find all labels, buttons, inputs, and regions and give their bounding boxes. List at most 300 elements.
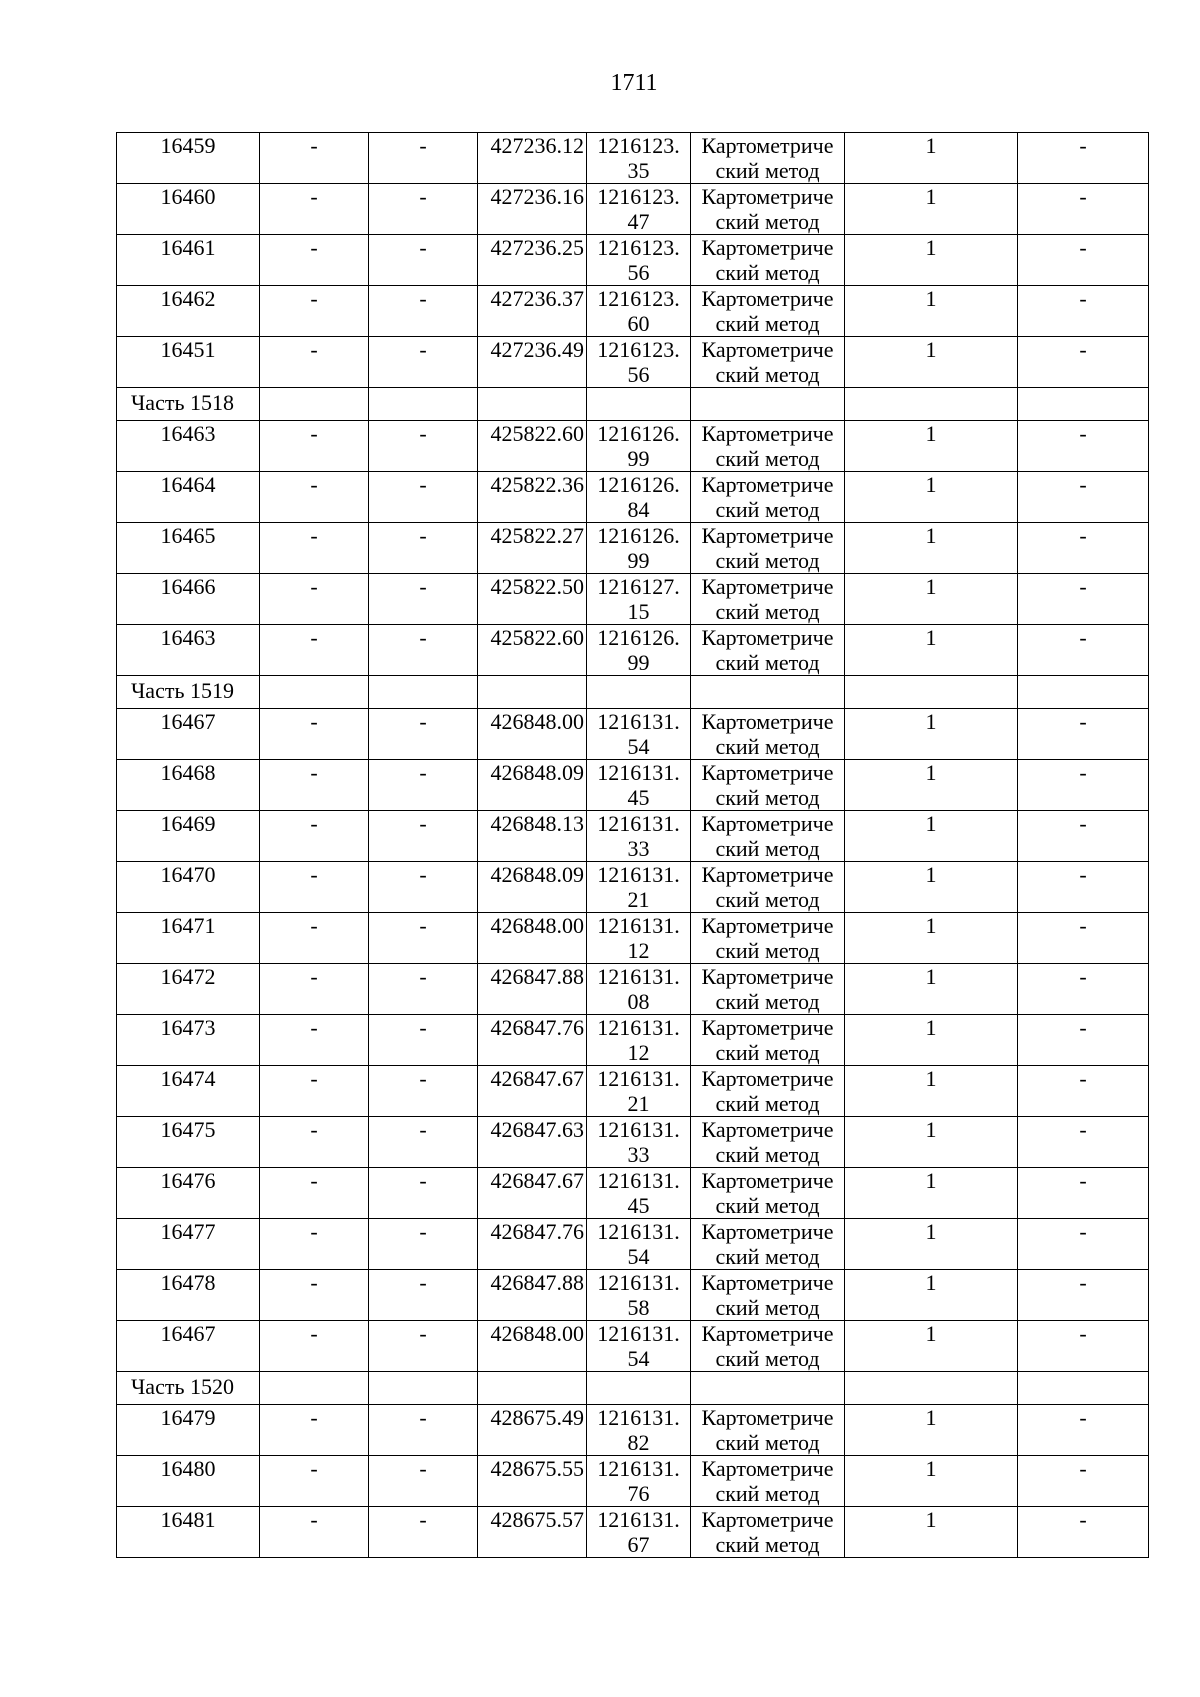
part-label: Часть 1519 (117, 676, 260, 709)
method-line2: ский метод (715, 938, 820, 963)
y-coordinate-line2: 47 (627, 209, 650, 234)
table-row (117, 1456, 1149, 1507)
y-coordinate-cell (587, 235, 691, 286)
dash-cell: - (1018, 421, 1149, 472)
table-row (117, 1270, 1149, 1321)
method-line2: ский метод (715, 1295, 820, 1320)
y-coordinate-line1: 1216131. (597, 1015, 680, 1040)
x-coordinate-cell: 427236.49 (478, 337, 587, 388)
y-coordinate-line1: 1216131. (597, 1507, 680, 1532)
y-coordinate-line1: 1216131. (597, 964, 680, 989)
table-row (117, 1066, 1149, 1117)
dash-cell: - (369, 1168, 478, 1219)
y-coordinate-cell (587, 574, 691, 625)
method-line2: ский метод (715, 1040, 820, 1065)
accuracy-cell: 1 (845, 1456, 1018, 1507)
part-label: Часть 1520 (117, 1372, 260, 1405)
y-coordinate-cell (587, 760, 691, 811)
y-coordinate-line2: 60 (627, 311, 650, 336)
page-number: 1711 (610, 70, 658, 96)
y-coordinate-line2: 56 (627, 362, 650, 387)
y-coordinate-line1: 1216123. (597, 337, 680, 362)
x-coordinate-cell: 426847.88 (478, 964, 587, 1015)
dash-cell: - (1018, 523, 1149, 574)
dash-cell: - (369, 286, 478, 337)
method-line1: Картометриче (701, 133, 834, 158)
y-coordinate-cell (587, 862, 691, 913)
y-coordinate-line1: 1216131. (597, 1168, 680, 1193)
y-coordinate-cell (587, 421, 691, 472)
empty-cell (845, 676, 1018, 709)
accuracy-cell: 1 (845, 862, 1018, 913)
method-cell (691, 523, 845, 574)
point-id-cell: 16467 (117, 1321, 260, 1372)
point-id-cell: 16477 (117, 1219, 260, 1270)
y-coordinate-line2: 45 (627, 1193, 650, 1218)
y-coordinate-cell (587, 1270, 691, 1321)
method-line2: ский метод (715, 1532, 820, 1557)
point-id-cell: 16474 (117, 1066, 260, 1117)
table-row (117, 862, 1149, 913)
table-row (117, 286, 1149, 337)
dash-cell: - (1018, 1456, 1149, 1507)
dash-cell: - (369, 421, 478, 472)
x-coordinate-cell: 426848.09 (478, 760, 587, 811)
table-row (117, 574, 1149, 625)
dash-cell: - (369, 1219, 478, 1270)
method-cell (691, 1219, 845, 1270)
y-coordinate-line2: 12 (627, 938, 650, 963)
method-line1: Картометриче (701, 625, 834, 650)
y-coordinate-line2: 08 (627, 989, 650, 1014)
accuracy-cell: 1 (845, 1321, 1018, 1372)
point-id-cell: 16462 (117, 286, 260, 337)
dash-cell: - (1018, 1066, 1149, 1117)
y-coordinate-line2: 99 (627, 650, 650, 675)
method-cell (691, 1270, 845, 1321)
method-cell (691, 1168, 845, 1219)
method-cell (691, 1117, 845, 1168)
dash-cell: - (260, 1219, 369, 1270)
method-line1: Картометриче (701, 421, 834, 446)
empty-cell (478, 676, 587, 709)
method-cell (691, 1405, 845, 1456)
empty-cell (691, 1372, 845, 1405)
method-line2: ский метод (715, 1091, 820, 1116)
y-coordinate-cell (587, 1507, 691, 1558)
y-coordinate-cell (587, 337, 691, 388)
y-coordinate-cell (587, 133, 691, 184)
method-line1: Картометриче (701, 1015, 834, 1040)
table-row (117, 913, 1149, 964)
empty-cell (369, 1372, 478, 1405)
x-coordinate-cell: 426847.67 (478, 1168, 587, 1219)
table-row (117, 760, 1149, 811)
empty-cell (1018, 676, 1149, 709)
method-line2: ский метод (715, 311, 820, 336)
accuracy-cell: 1 (845, 913, 1018, 964)
table-row (117, 133, 1149, 184)
y-coordinate-line1: 1216131. (597, 1270, 680, 1295)
method-line2: ский метод (715, 734, 820, 759)
method-line1: Картометриче (701, 1456, 834, 1481)
accuracy-cell: 1 (845, 1117, 1018, 1168)
table-row (117, 523, 1149, 574)
dash-cell: - (369, 709, 478, 760)
dash-cell: - (260, 1066, 369, 1117)
table-row (117, 235, 1149, 286)
method-line2: ский метод (715, 158, 820, 183)
method-line1: Картометриче (701, 286, 834, 311)
accuracy-cell: 1 (845, 1015, 1018, 1066)
accuracy-cell: 1 (845, 1066, 1018, 1117)
dash-cell: - (260, 1456, 369, 1507)
dash-cell: - (1018, 1321, 1149, 1372)
method-line1: Картометриче (701, 235, 834, 260)
x-coordinate-cell: 426848.00 (478, 709, 587, 760)
method-line2: ский метод (715, 1244, 820, 1269)
y-coordinate-line2: 33 (627, 1142, 650, 1167)
point-id-cell: 16465 (117, 523, 260, 574)
method-line2: ский метод (715, 362, 820, 387)
x-coordinate-cell: 425822.60 (478, 625, 587, 676)
y-coordinate-cell (587, 184, 691, 235)
y-coordinate-line2: 56 (627, 260, 650, 285)
dash-cell: - (369, 625, 478, 676)
method-cell (691, 133, 845, 184)
method-line1: Картометриче (701, 862, 834, 887)
y-coordinate-line1: 1216131. (597, 913, 680, 938)
empty-cell (845, 1372, 1018, 1405)
dash-cell: - (369, 337, 478, 388)
dash-cell: - (369, 1117, 478, 1168)
table-row (117, 1117, 1149, 1168)
dash-cell: - (369, 1321, 478, 1372)
point-id-cell: 16472 (117, 964, 260, 1015)
accuracy-cell: 1 (845, 709, 1018, 760)
y-coordinate-line2: 15 (627, 599, 650, 624)
dash-cell: - (369, 1270, 478, 1321)
x-coordinate-cell: 427236.16 (478, 184, 587, 235)
dash-cell: - (260, 1168, 369, 1219)
table-row (117, 1405, 1149, 1456)
accuracy-cell: 1 (845, 472, 1018, 523)
method-line2: ский метод (715, 1481, 820, 1506)
y-coordinate-cell (587, 709, 691, 760)
accuracy-cell: 1 (845, 1219, 1018, 1270)
dash-cell: - (260, 1321, 369, 1372)
point-id-cell: 16468 (117, 760, 260, 811)
y-coordinate-line2: 54 (627, 1244, 650, 1269)
method-cell (691, 184, 845, 235)
x-coordinate-cell: 426848.09 (478, 862, 587, 913)
y-coordinate-cell (587, 1321, 691, 1372)
point-id-cell: 16473 (117, 1015, 260, 1066)
y-coordinate-line1: 1216131. (597, 811, 680, 836)
table-row (117, 709, 1149, 760)
table-row (117, 811, 1149, 862)
dash-cell: - (260, 1015, 369, 1066)
y-coordinate-line1: 1216131. (597, 709, 680, 734)
method-line2: ский метод (715, 989, 820, 1014)
y-coordinate-line1: 1216123. (597, 286, 680, 311)
dash-cell: - (369, 1066, 478, 1117)
y-coordinate-line2: 12 (627, 1040, 650, 1065)
y-coordinate-line2: 21 (627, 1091, 650, 1116)
dash-cell: - (260, 235, 369, 286)
y-coordinate-line2: 58 (627, 1295, 650, 1320)
dash-cell: - (369, 1456, 478, 1507)
y-coordinate-cell (587, 1405, 691, 1456)
dash-cell: - (260, 133, 369, 184)
dash-cell: - (1018, 1117, 1149, 1168)
dash-cell: - (369, 862, 478, 913)
dash-cell: - (1018, 1219, 1149, 1270)
y-coordinate-line1: 1216131. (597, 1219, 680, 1244)
dash-cell: - (260, 1117, 369, 1168)
y-coordinate-line1: 1216123. (597, 184, 680, 209)
dash-cell: - (260, 286, 369, 337)
point-id-cell: 16451 (117, 337, 260, 388)
coordinates-table (116, 132, 1149, 1558)
dash-cell: - (1018, 1168, 1149, 1219)
accuracy-cell: 1 (845, 337, 1018, 388)
dash-cell: - (1018, 760, 1149, 811)
method-cell (691, 862, 845, 913)
dash-cell: - (1018, 574, 1149, 625)
method-line2: ский метод (715, 1346, 820, 1371)
x-coordinate-cell: 426847.76 (478, 1015, 587, 1066)
accuracy-cell: 1 (845, 1507, 1018, 1558)
dash-cell: - (260, 1405, 369, 1456)
method-cell (691, 1321, 845, 1372)
y-coordinate-cell (587, 286, 691, 337)
table-row (117, 421, 1149, 472)
method-line1: Картометриче (701, 1270, 834, 1295)
method-cell (691, 625, 845, 676)
dash-cell: - (1018, 235, 1149, 286)
method-line2: ский метод (715, 650, 820, 675)
y-coordinate-line2: 84 (627, 497, 650, 522)
point-id-cell: 16461 (117, 235, 260, 286)
dash-cell: - (1018, 1507, 1149, 1558)
point-id-cell: 16469 (117, 811, 260, 862)
method-cell (691, 964, 845, 1015)
dash-cell: - (1018, 1015, 1149, 1066)
table-row (117, 1507, 1149, 1558)
method-line1: Картометриче (701, 472, 834, 497)
y-coordinate-line2: 67 (627, 1532, 650, 1557)
x-coordinate-cell: 426847.67 (478, 1066, 587, 1117)
x-coordinate-cell: 425822.50 (478, 574, 587, 625)
x-coordinate-cell: 426847.76 (478, 1219, 587, 1270)
method-line2: ский метод (715, 1142, 820, 1167)
y-coordinate-line2: 21 (627, 887, 650, 912)
x-coordinate-cell: 426847.88 (478, 1270, 587, 1321)
y-coordinate-line1: 1216123. (597, 133, 680, 158)
table-row (117, 1015, 1149, 1066)
method-cell (691, 574, 845, 625)
method-line1: Картометриче (701, 184, 834, 209)
dash-cell: - (260, 811, 369, 862)
table-row (117, 337, 1149, 388)
point-id-cell: 16466 (117, 574, 260, 625)
y-coordinate-cell (587, 913, 691, 964)
method-line1: Картометриче (701, 1321, 834, 1346)
dash-cell: - (260, 337, 369, 388)
point-id-cell: 16459 (117, 133, 260, 184)
dash-cell: - (260, 709, 369, 760)
dash-cell: - (1018, 709, 1149, 760)
method-cell (691, 709, 845, 760)
y-coordinate-cell (587, 1066, 691, 1117)
empty-cell (691, 676, 845, 709)
dash-cell: - (260, 1270, 369, 1321)
method-line1: Картометриче (701, 1117, 834, 1142)
dash-cell: - (260, 421, 369, 472)
accuracy-cell: 1 (845, 964, 1018, 1015)
y-coordinate-line2: 76 (627, 1481, 650, 1506)
dash-cell: - (1018, 913, 1149, 964)
y-coordinate-line1: 1216131. (597, 1321, 680, 1346)
y-coordinate-line1: 1216131. (597, 1117, 680, 1142)
accuracy-cell: 1 (845, 811, 1018, 862)
table-row (117, 1219, 1149, 1270)
point-id-cell: 16475 (117, 1117, 260, 1168)
method-line2: ский метод (715, 1193, 820, 1218)
x-coordinate-cell: 425822.36 (478, 472, 587, 523)
empty-cell (260, 1372, 369, 1405)
dash-cell: - (260, 964, 369, 1015)
y-coordinate-line1: 1216123. (597, 235, 680, 260)
x-coordinate-cell: 426848.13 (478, 811, 587, 862)
point-id-cell: 16471 (117, 913, 260, 964)
method-cell (691, 1015, 845, 1066)
method-cell (691, 1507, 845, 1558)
dash-cell: - (369, 133, 478, 184)
method-line1: Картометриче (701, 523, 834, 548)
dash-cell: - (1018, 133, 1149, 184)
method-cell (691, 421, 845, 472)
y-coordinate-cell (587, 1456, 691, 1507)
y-coordinate-line2: 33 (627, 836, 650, 861)
dash-cell: - (369, 811, 478, 862)
part-header-row (117, 388, 1149, 421)
method-cell (691, 337, 845, 388)
accuracy-cell: 1 (845, 1168, 1018, 1219)
empty-cell (691, 388, 845, 421)
dash-cell: - (369, 184, 478, 235)
y-coordinate-line1: 1216126. (597, 472, 680, 497)
dash-cell: - (260, 862, 369, 913)
dash-cell: - (1018, 1405, 1149, 1456)
y-coordinate-cell (587, 472, 691, 523)
accuracy-cell: 1 (845, 133, 1018, 184)
dash-cell: - (260, 913, 369, 964)
method-line1: Картометриче (701, 1066, 834, 1091)
y-coordinate-line1: 1216131. (597, 760, 680, 785)
x-coordinate-cell: 426848.00 (478, 1321, 587, 1372)
y-coordinate-line2: 54 (627, 734, 650, 759)
point-id-cell: 16460 (117, 184, 260, 235)
method-line1: Картометриче (701, 913, 834, 938)
empty-cell (369, 676, 478, 709)
point-id-cell: 16464 (117, 472, 260, 523)
method-cell (691, 760, 845, 811)
method-line1: Картометриче (701, 1168, 834, 1193)
dash-cell: - (1018, 184, 1149, 235)
dash-cell: - (369, 913, 478, 964)
empty-cell (478, 388, 587, 421)
empty-cell (260, 676, 369, 709)
method-line2: ский метод (715, 446, 820, 471)
table-row (117, 472, 1149, 523)
dash-cell: - (369, 964, 478, 1015)
y-coordinate-cell (587, 1015, 691, 1066)
dash-cell: - (260, 184, 369, 235)
method-line2: ский метод (715, 599, 820, 624)
dash-cell: - (1018, 1270, 1149, 1321)
part-header-row (117, 1372, 1149, 1405)
y-coordinate-cell (587, 1168, 691, 1219)
y-coordinate-cell (587, 625, 691, 676)
point-id-cell: 16481 (117, 1507, 260, 1558)
method-cell (691, 1456, 845, 1507)
y-coordinate-cell (587, 964, 691, 1015)
dash-cell: - (260, 625, 369, 676)
coordinates-table-body (117, 133, 1149, 1558)
method-cell (691, 913, 845, 964)
y-coordinate-line2: 99 (627, 446, 650, 471)
y-coordinate-line2: 99 (627, 548, 650, 573)
method-line1: Картометриче (701, 964, 834, 989)
table-row (117, 1168, 1149, 1219)
dash-cell: - (260, 574, 369, 625)
method-cell (691, 1066, 845, 1117)
y-coordinate-line2: 45 (627, 785, 650, 810)
accuracy-cell: 1 (845, 421, 1018, 472)
y-coordinate-line1: 1216127. (597, 574, 680, 599)
x-coordinate-cell: 426848.00 (478, 913, 587, 964)
y-coordinate-cell (587, 1117, 691, 1168)
table-row (117, 184, 1149, 235)
method-line1: Картометриче (701, 337, 834, 362)
accuracy-cell: 1 (845, 235, 1018, 286)
point-id-cell: 16479 (117, 1405, 260, 1456)
dash-cell: - (260, 1507, 369, 1558)
method-line2: ский метод (715, 887, 820, 912)
accuracy-cell: 1 (845, 1405, 1018, 1456)
dash-cell: - (369, 1405, 478, 1456)
dash-cell: - (369, 523, 478, 574)
dash-cell: - (1018, 625, 1149, 676)
y-coordinate-line1: 1216126. (597, 523, 680, 548)
accuracy-cell: 1 (845, 184, 1018, 235)
method-line2: ский метод (715, 548, 820, 573)
point-id-cell: 16480 (117, 1456, 260, 1507)
dash-cell: - (369, 472, 478, 523)
method-line1: Картометриче (701, 811, 834, 836)
empty-cell (260, 388, 369, 421)
method-line1: Картометриче (701, 1507, 834, 1532)
dash-cell: - (369, 574, 478, 625)
x-coordinate-cell: 427236.12 (478, 133, 587, 184)
method-line1: Картометриче (701, 1405, 834, 1430)
dash-cell: - (260, 760, 369, 811)
x-coordinate-cell: 428675.55 (478, 1456, 587, 1507)
method-line1: Картометриче (701, 760, 834, 785)
point-id-cell: 16463 (117, 421, 260, 472)
